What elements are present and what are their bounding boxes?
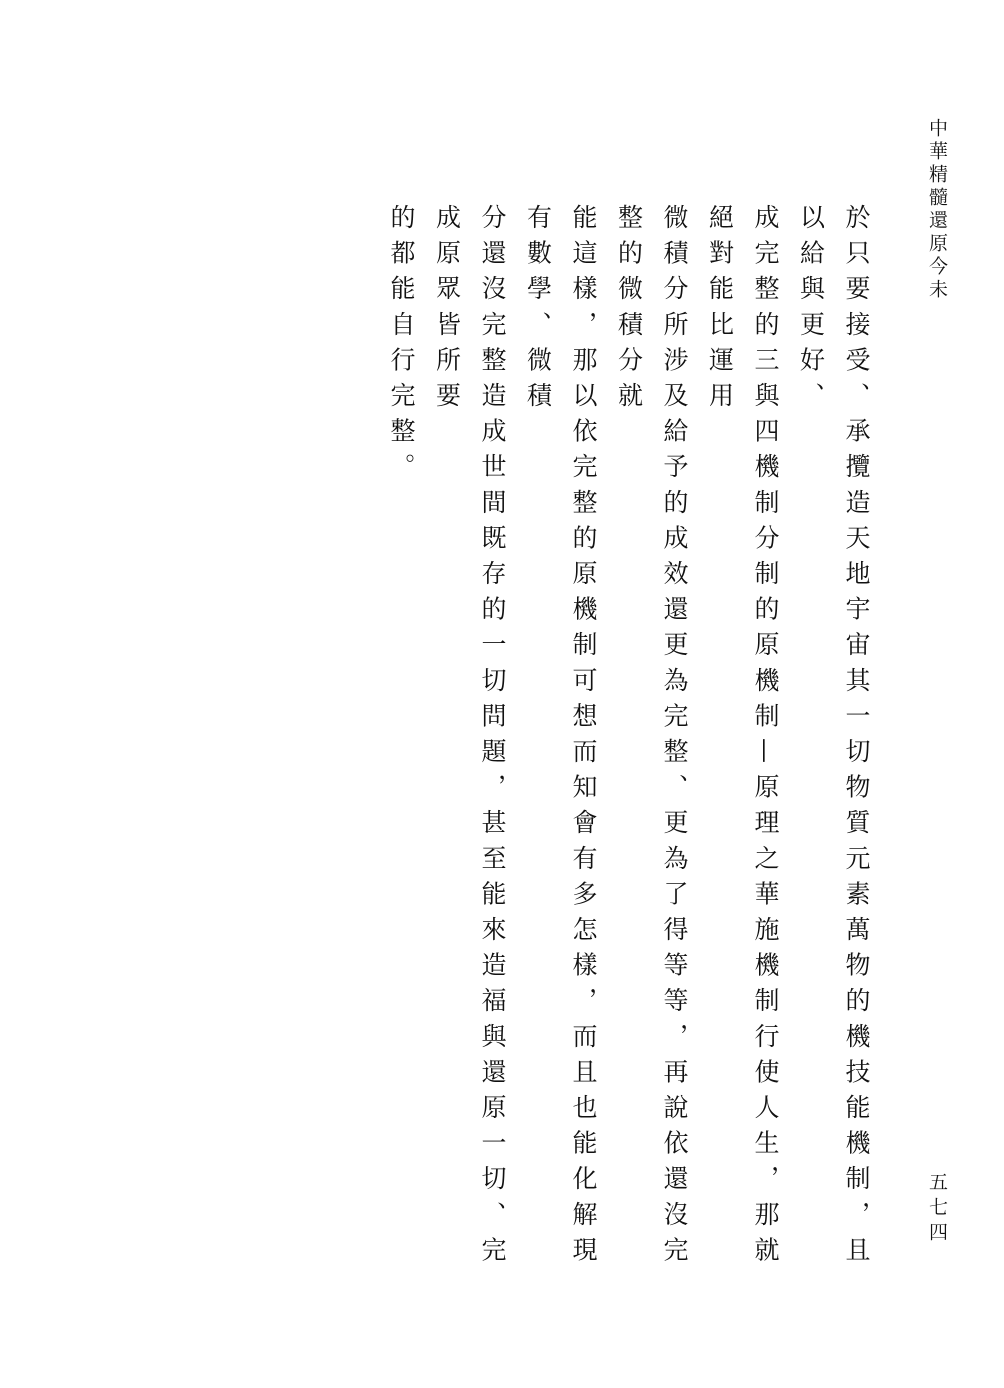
body-text: [379, 204, 880, 1284]
text-column: 分還沒完整造成世間既存的一切問題，甚至能來造福與還原一切、完成原眾皆所要: [432, 204, 507, 1272]
text-column: 於只要接受、承攬造天地宇宙其一切物質元素萬物的機技能機制，且以給與更好、: [796, 204, 871, 1272]
running-head: 中華精髓還原今未: [926, 118, 948, 302]
text-column: 成完整的三與四機制分制的原機制—原理之華施機制行使人生，那就絕對能比運用: [705, 204, 780, 1272]
page-number: 五七四: [926, 1172, 948, 1247]
text-column: 能這樣，那以依完整的原機制可想而知會有多怎樣，而且也能化解現有數學、微積: [523, 204, 598, 1272]
text-column: 的都能自行完整。: [387, 204, 416, 489]
text-column: 微積分所涉及給予的成效還更為完整、更為了得等等，再說依還沒完整的微積分就: [614, 204, 689, 1272]
